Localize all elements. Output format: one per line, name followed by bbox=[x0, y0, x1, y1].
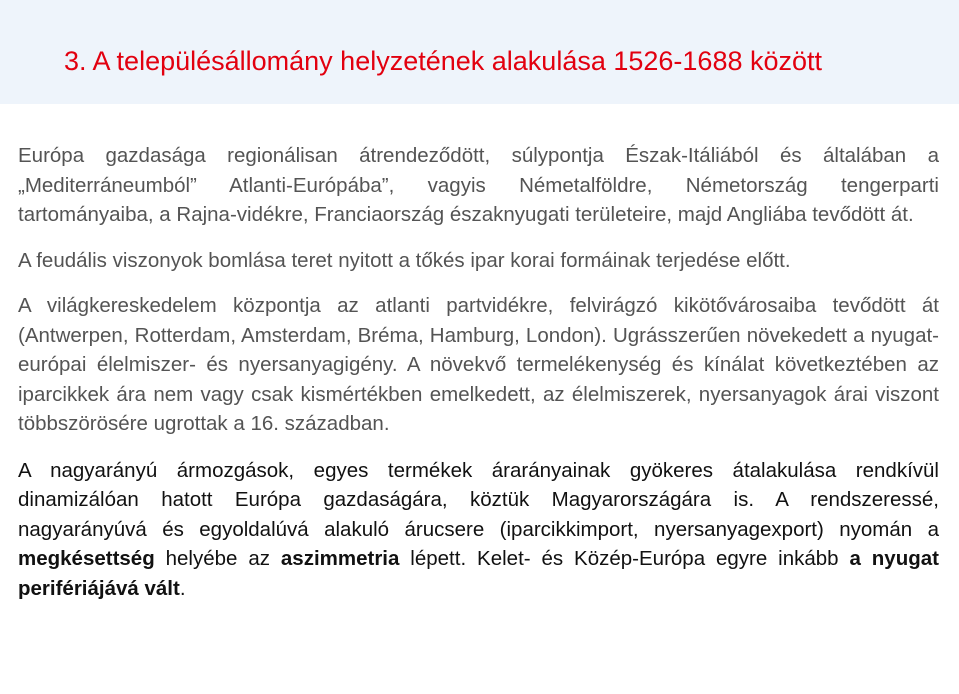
term-aszimmetria: aszimmetria bbox=[280, 547, 400, 570]
term-periferia: a nyugat perifériájává vált bbox=[18, 547, 939, 600]
slide-title: 3. A településállomány helyzetének alakulása 1526-1688 között bbox=[64, 46, 823, 76]
title-band bbox=[0, 0, 959, 104]
paragraph-world-trade: A világkereskedelem központja az atlanti partvidékre, felvirágzó kikötővárosaiba tevődött át (Antwerpen, Rotterdam, Amsterdam, Bréma, Hamburg, London). Ugrásszerűen növekedett a nyugat-európai élelmiszer- és nyersanyagigény. A növekvő termelékenység és kínálat következtében az iparcikkek ára nem vagy csak kismértékben emelkedett, az élelmiszerek, nyersanyagok árai viszont többszörösére ugrottak a 16. században. bbox=[18, 294, 939, 435]
slide-content bbox=[18, 141, 939, 603]
paragraph-price-text-2: helyébe az bbox=[154, 547, 281, 570]
term-megkesettseg: megkésettség bbox=[18, 547, 155, 570]
paragraph-price-text-1: A nagyarányú ármozgások, egyes termékek árarányainak gyökeres átalakulása rendkívül dinamizálóan hatott Európa gazdaságára, köztük Magyarországára is. A rendszeressé, nagyarányúvá és egyoldalúvá alakuló árucsere (iparcikkimport, nyersanyagexport) nyomán a bbox=[18, 458, 939, 541]
paragraph-economic-shift: Európa gazdasága regionálisan átrendeződött, súlypontja Észak-Itáliából és általában a „Mediterráneumból” Atlanti-Európába”, vagyis Németalföldre, Németország tengerparti tartományaiba, a Rajna-vidékre, Franciaország északnyugati területeire, majd Angliába tevődött át. bbox=[18, 144, 939, 226]
paragraph-price-movements bbox=[18, 456, 939, 604]
paragraph-price-text-4: . bbox=[179, 576, 186, 600]
paragraph-feudal-decline: A feudális viszonyok bomlása teret nyitott a tőkés ipar korai formáinak terjedése előtt. bbox=[18, 248, 791, 272]
paragraph-price-text-3: lépett. Kelet- és Közép-Európa egyre inkább bbox=[399, 547, 850, 570]
